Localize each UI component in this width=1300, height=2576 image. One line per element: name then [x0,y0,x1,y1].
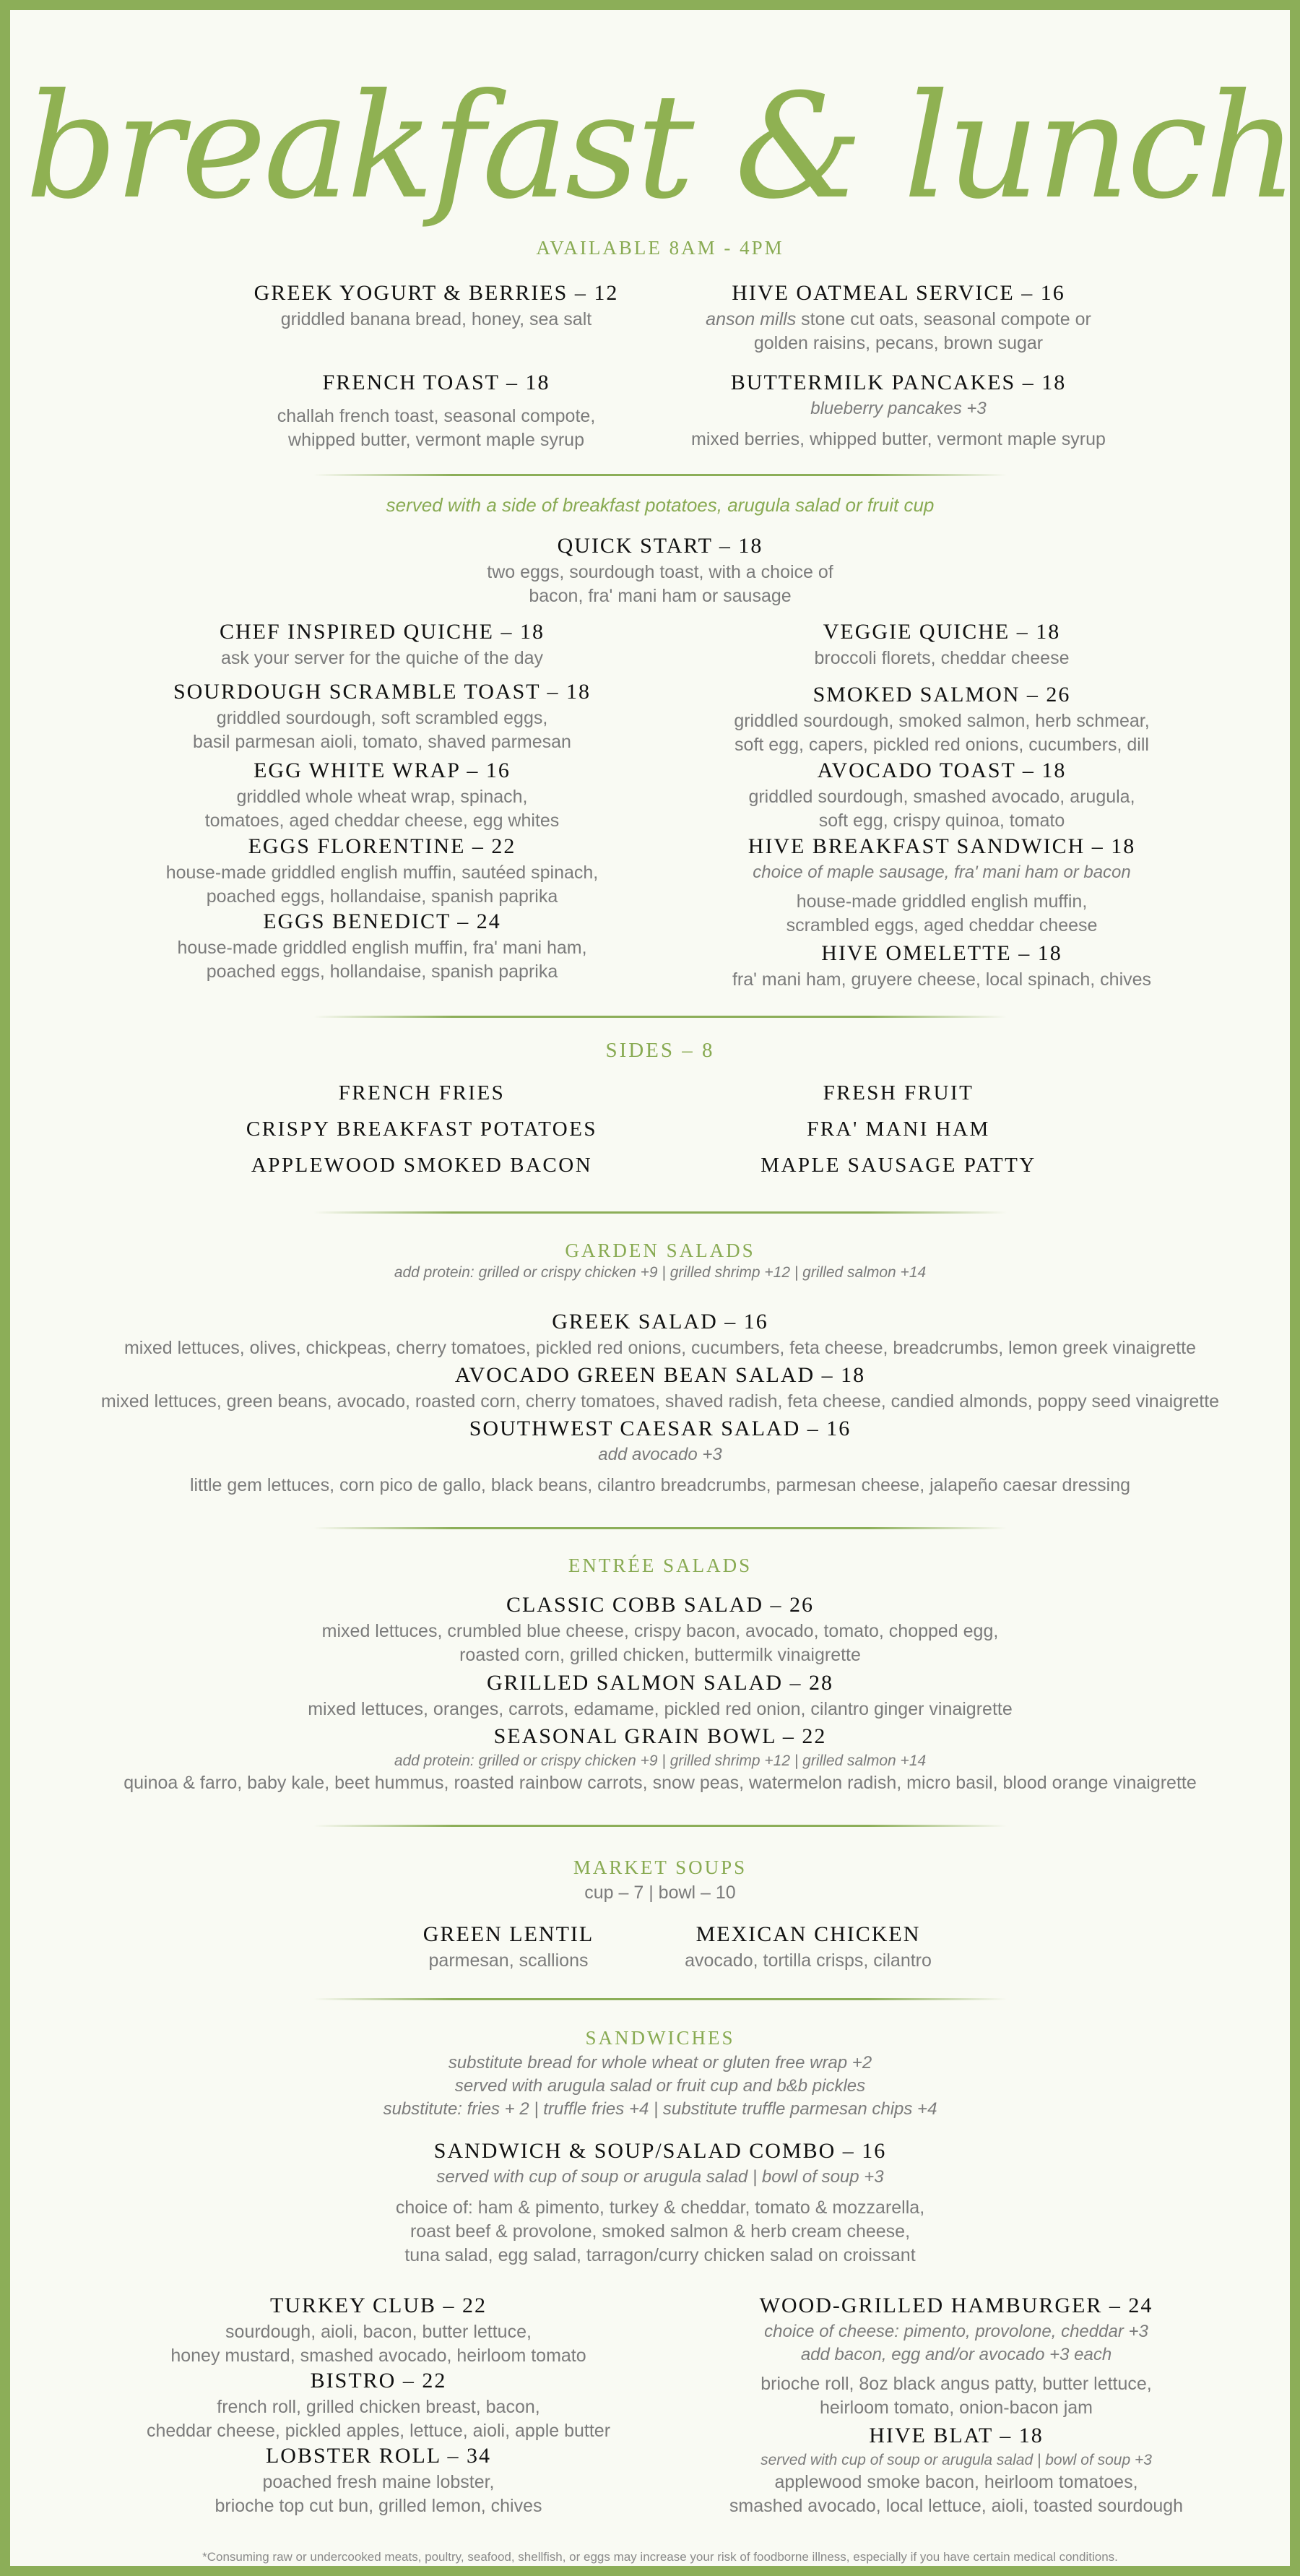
item-desc: poached eggs, hollandaise, spanish paprika [206,886,558,907]
item-desc: roast beef & provolone, smoked salmon & herb cream cheese, [410,2221,911,2242]
item-desc: brioche top cut bun, grilled lemon, chives [214,2496,542,2516]
item-name: LOBSTER ROLL – 34 [265,2444,492,2468]
item-egg-white-wrap [118,756,646,833]
item-name: SEASONAL GRAIN BOWL – 22 [493,1724,827,1748]
item-desc: heirloom tomato, onion-bacon jam [820,2398,1093,2418]
item-desc: griddled sourdough, smashed avocado, arugula, [748,787,1135,807]
side-item: FRESH FRUIT [823,1081,974,1105]
item-desc: mixed berries, whipped butter, vermont maple syrup [691,429,1106,449]
item-classic-cobb [39,1591,1281,1667]
item-note: choice of maple sausage, fra' mani ham or bacon [753,863,1131,882]
item-name: GREEN LENTIL [422,1922,594,1946]
item-name: QUICK START – 18 [557,534,763,558]
footer-disclaimer: *Consuming raw or undercooked meats, poultry, seafood, shellfish, or eggs may increase your risk of foodborne illness, especially if you have certain medical conditions. [202,2550,1118,2564]
item-desc: challah french toast, seasonal compote, [277,406,596,426]
item-desc: griddled whole wheat wrap, spinach, [236,787,528,807]
menu-title: breakfast & lunch [25,63,1296,231]
soup-green-lentil [357,1920,660,1973]
soup-mexican-chicken [646,1920,971,1973]
item-sourdough-scramble [118,678,646,754]
item-desc: mixed lettuces, crumbled blue cheese, crispy bacon, avocado, tomato, chopped egg, [321,1621,999,1641]
divider [313,1016,1007,1018]
item-bistro [111,2367,646,2443]
item-name: HIVE OMELETTE – 18 [821,941,1062,965]
item-hive-blat [689,2421,1223,2518]
item-note: add protein: grilled or crispy chicken +9 | grilled shrimp +12 | grilled salmon +14 [394,1752,927,1769]
item-desc: sourdough, aioli, bacon, butter lettuce, [225,2322,532,2342]
item-desc: mixed lettuces, green beans, avocado, roasted corn, cherry tomatoes, shaved radish, feta cheese, candied almonds, poppy seed vinaigrette [100,1391,1220,1412]
item-eggs-florentine [118,832,646,909]
item-wood-grilled-hamburger [689,2291,1223,2420]
item-name: FRENCH TOAST – 18 [322,371,550,394]
item-desc: fra' mani ham, gruyere cheese, local spinach, chives [732,969,1152,990]
item-desc: soft egg, capers, pickled red onions, cucumbers, dill [734,735,1149,755]
item-desc: honey mustard, smashed avocado, heirloom tomato [170,2346,586,2366]
item-veggie-quiche [675,618,1209,670]
item-desc: brioche roll, 8oz black angus patty, butter lettuce, [760,2374,1152,2394]
side-item: MAPLE SAUSAGE PATTY [760,1154,1036,1177]
item-note: add avocado +3 [598,1445,722,1464]
item-desc: applewood smoke bacon, heirloom tomatoes, [774,2472,1138,2492]
item-grilled-salmon-salad [39,1669,1281,1721]
item-desc-italic: anson mills [706,309,797,329]
sides-heading: SIDES – 8 [605,1039,715,1062]
item-name: SOUTHWEST CAESAR SALAD – 16 [469,1417,852,1440]
sandwich-note: substitute bread for whole wheat or gluten free wrap +2 [448,2053,872,2073]
item-hive-breakfast-sandwich [675,832,1209,938]
item-desc: house-made griddled english muffin, fra' mani ham, [177,938,587,958]
item-desc: smashed avocado, local lettuce, aioli, toasted sourdough [729,2496,1184,2516]
item-desc: tuna salad, egg salad, tarragon/curry chicken salad on croissant [404,2245,916,2265]
item-name: SMOKED SALMON – 26 [812,683,1071,706]
item-buttermilk-pancakes [660,368,1137,451]
side-item: CRISPY BREAKFAST POTATOES [246,1118,598,1141]
item-hive-oatmeal [660,279,1137,355]
sides-right-list [667,1075,1130,1183]
item-turkey-club [111,2291,646,2368]
item-eggs-benedict [118,907,646,984]
item-desc: roasted corn, grilled chicken, buttermilk vinaigrette [459,1645,861,1665]
item-desc: golden raisins, pecans, brown sugar [753,333,1044,353]
garden-salads-note: add protein: grilled or crispy chicken +9 | grilled shrimp +12 | grilled salmon +14 [394,1264,927,1281]
item-desc: bacon, fra' mani ham or sausage [529,586,792,606]
item-desc: french roll, grilled chicken breast, bacon, [217,2397,540,2417]
item-desc: ask your server for the quiche of the day [220,648,544,668]
side-item: FRENCH FRIES [338,1081,506,1105]
item-desc: two eggs, sourdough toast, with a choice of [487,562,833,582]
garden-salads-heading: GARDEN SALADS [565,1240,755,1261]
item-name: HIVE OATMEAL SERVICE – 16 [732,281,1065,305]
item-name: EGGS FLORENTINE – 22 [248,834,516,858]
item-hive-omelette [675,939,1209,992]
sandwiches-notes [10,2052,1300,2121]
item-name: CLASSIC COBB SALAD – 26 [506,1593,815,1617]
item-note: choice of cheese: pimento, provolone, cheddar +3 [764,2322,1148,2341]
item-desc: quinoa & farro, baby kale, beet hummus, roasted rainbow carrots, snow peas, watermelon radish, micro basil, blood orange vinaigrette [124,1773,1197,1793]
item-desc: broccoli florets, cheddar cheese [814,648,1070,668]
divider [313,1527,1007,1529]
item-seasonal-grain-bowl [39,1722,1281,1795]
item-name: GREEK YOGURT & BERRIES – 12 [254,281,619,305]
item-southwest-caesar [39,1414,1281,1497]
item-desc: parmesan, scallions [428,1950,589,1971]
availability-hours: AVAILABLE 8AM - 4PM [536,237,784,259]
item-desc: mixed lettuces, oranges, carrots, edamame, pickled red onion, cilantro ginger vinaigrette [308,1699,1013,1719]
item-name: SOURDOUGH SCRAMBLE TOAST – 18 [173,680,592,704]
item-lobster-roll [111,2442,646,2518]
item-chef-quiche [118,618,646,670]
item-desc: scrambled eggs, aged cheddar cheese [786,915,1098,935]
soup-sizes: cup – 7 | bowl – 10 [584,1883,736,1903]
served-with-note: served with a side of breakfast potatoes, arugula salad or fruit cup [386,494,935,516]
sandwiches-heading: SANDWICHES [585,2027,735,2049]
item-french-toast [220,368,653,452]
divider [313,1998,1007,2000]
item-name: VEGGIE QUICHE – 18 [823,620,1061,644]
item-desc: avocado, tortilla crisps, cilantro [685,1950,932,1971]
item-name: BISTRO – 22 [310,2369,447,2393]
item-desc: griddled sourdough, smoked salmon, herb schmear, [734,711,1150,731]
item-desc: griddled sourdough, soft scrambled eggs, [216,708,548,728]
item-greek-salad [39,1308,1281,1360]
item-name: HIVE BLAT – 18 [869,2424,1044,2447]
item-desc: mixed lettuces, olives, chickpeas, cherry tomatoes, pickled red onions, cucumbers, feta cheese, breadcrumbs, lemon greek vinaigrette [124,1338,1197,1358]
item-avocado-green-bean-salad [39,1361,1281,1414]
item-name: HIVE BREAKFAST SANDWICH – 18 [748,834,1136,858]
item-name: BUTTERMILK PANCAKES – 18 [730,371,1067,394]
item-name: SANDWICH & SOUP/SALAD COMBO – 16 [433,2139,887,2163]
item-avocado-toast [675,756,1209,833]
item-desc: basil parmesan aioli, tomato, shaved parmesan [193,732,571,752]
item-desc: house-made griddled english muffin, sautéed spinach, [165,863,599,883]
divider [313,1211,1007,1214]
item-desc: poached eggs, hollandaise, spanish paprika [206,961,558,982]
item-desc: soft egg, crispy quinoa, tomato [818,811,1065,831]
item-name: EGGS BENEDICT – 24 [263,909,501,933]
item-name: CHEF INSPIRED QUICHE – 18 [219,620,545,644]
entree-salads-heading: ENTRÉE SALADS [568,1555,753,1576]
item-name: MEXICAN CHICKEN [696,1922,921,1946]
item-note: served with cup of soup or arugula salad | bowl of soup +3 [436,2167,884,2187]
item-desc: little gem lettuces, corn pico de gallo, black beans, cilantro breadcrumbs, parmesan cheese, jalapeño caesar dressing [189,1475,1131,1495]
item-note: add bacon, egg and/or avocado +3 each [800,2345,1112,2364]
item-desc: choice of: ham & pimento, turkey & cheddar, tomato & mozzarella, [395,2197,925,2218]
item-smoked-salmon [675,680,1209,757]
market-soups-heading: MARKET SOUPS [573,1857,748,1878]
item-sandwich-combo [227,2137,1093,2268]
item-name: TURKEY CLUB – 22 [269,2294,488,2317]
item-desc: cheddar cheese, pickled apples, lettuce, aioli, apple butter [146,2421,611,2441]
item-desc: house-made griddled english muffin, [796,891,1088,912]
item-name: AVOCADO GREEN BEAN SALAD – 18 [454,1363,866,1387]
item-desc: griddled banana bread, honey, sea salt [280,309,592,329]
item-desc: poached fresh maine lobster, [262,2472,495,2492]
item-greek-yogurt [220,279,653,332]
item-name: AVOCADO TOAST – 18 [817,758,1067,782]
item-note: served with cup of soup or arugula salad | bowl of soup +3 [760,2452,1152,2468]
item-desc: whipped butter, vermont maple syrup [288,430,584,450]
sandwich-note: served with arugula salad or fruit cup and b&b pickles [454,2076,866,2096]
divider [313,474,1007,476]
divider [313,1825,1007,1827]
side-item: FRA' MANI HAM [807,1118,990,1141]
item-desc: stone cut oats, seasonal compote or [796,309,1091,329]
item-name: GREEK SALAD – 16 [552,1310,768,1334]
item-quick-start [371,532,949,608]
item-note: blueberry pancakes +3 [810,399,987,418]
item-name: EGG WHITE WRAP – 16 [254,758,511,782]
sandwich-note: substitute: fries + 2 | truffle fries +4 | substitute truffle parmesan chips +4 [383,2099,937,2119]
side-item: APPLEWOOD SMOKED BACON [251,1154,593,1177]
item-name: WOOD-GRILLED HAMBURGER – 24 [759,2294,1153,2317]
item-name: GRILLED SALMON SALAD – 28 [487,1671,833,1695]
item-desc: tomatoes, aged cheddar cheese, egg whites [204,811,560,831]
sides-left-list [191,1075,653,1183]
